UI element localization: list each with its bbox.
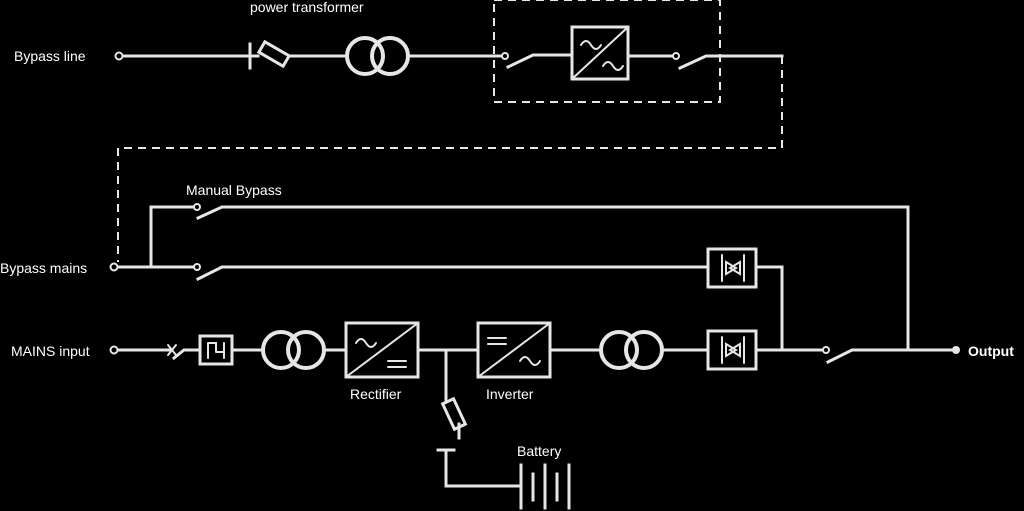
battery-label: Battery xyxy=(517,443,562,459)
mains-input-label: MAINS input xyxy=(11,343,90,359)
inverter-static-switch-icon xyxy=(708,331,756,369)
mains-input-terminal xyxy=(111,347,118,354)
manual-bypass-label: Manual Bypass xyxy=(186,182,282,198)
bypass-mains-label: Bypass mains xyxy=(0,260,88,276)
manual-bypass-switch-pivot xyxy=(194,204,200,210)
mains-transformer-icon xyxy=(263,332,324,368)
power-transformer-label: power transformer xyxy=(250,0,364,15)
output-terminal xyxy=(952,346,960,354)
output-switch-pivot xyxy=(823,347,829,353)
output-transformer-icon xyxy=(601,332,662,368)
bypass-line-switch-out xyxy=(673,53,782,68)
output-label: Output xyxy=(968,343,1014,359)
inverter-icon xyxy=(478,323,550,377)
bypass-transformer-icon xyxy=(347,38,408,74)
bypass-line-label: Bypass line xyxy=(14,48,86,64)
battery-icon xyxy=(521,465,569,508)
mains-input-breaker-icon xyxy=(200,336,232,364)
rectifier-label: Rectifier xyxy=(350,386,402,402)
bypass-line-branch xyxy=(14,0,782,262)
bypass-line-terminal xyxy=(116,53,123,60)
rectifier-icon xyxy=(346,323,418,377)
inverter-label: Inverter xyxy=(486,386,534,402)
battery-fuse-icon xyxy=(443,399,466,429)
bypass-line-fuse xyxy=(250,42,345,66)
mains-input-branch xyxy=(11,323,1014,402)
bypass-converter-icon xyxy=(572,27,628,79)
bypass-line-switch-in xyxy=(502,53,572,67)
bypass-mains-terminal xyxy=(111,264,118,271)
bypass-static-switch-icon xyxy=(708,249,756,287)
